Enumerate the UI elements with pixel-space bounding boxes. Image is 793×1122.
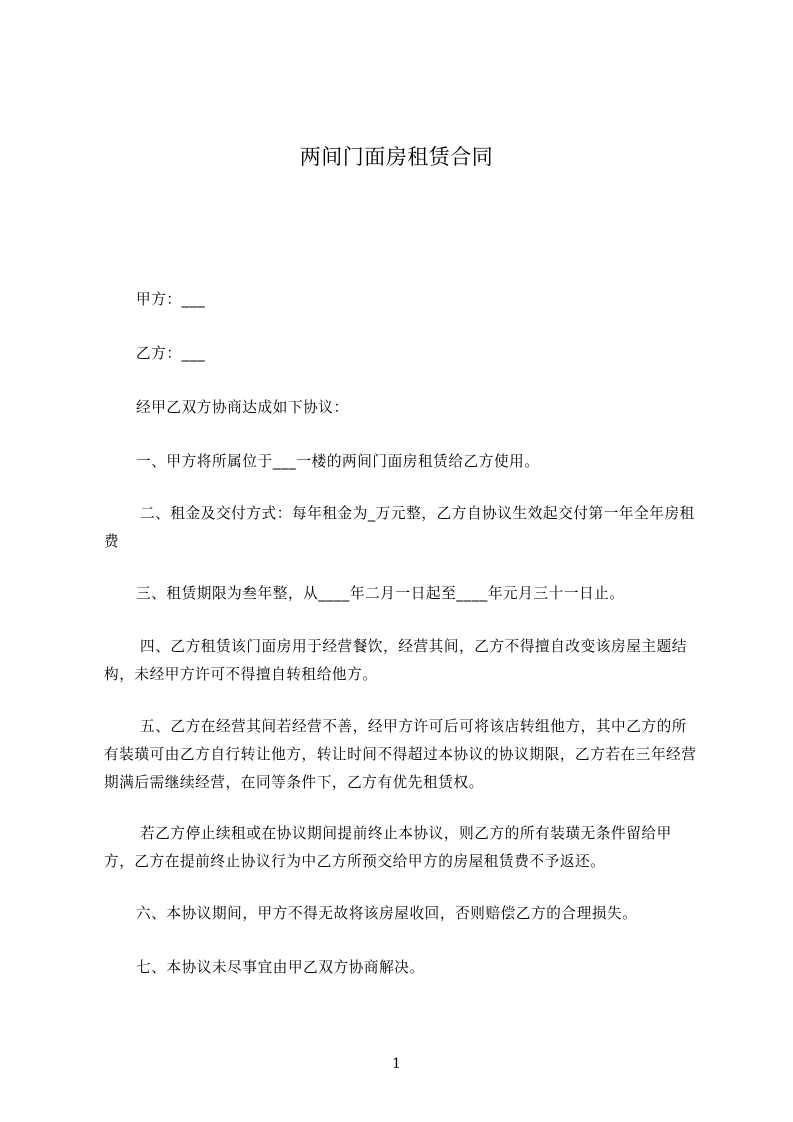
party-b-line: 乙方：___ (136, 345, 206, 362)
clause-1: 一、甲方将所属位于___一楼的两间门面房租赁给乙方使用。 (136, 453, 540, 470)
agreement-intro: 经甲乙双方协商达成如下协议： (136, 399, 349, 416)
party-a-line: 甲方：___ (136, 291, 206, 308)
document-title: 两间门面房租赁合同 (299, 145, 494, 169)
clause-5-supplement: 若乙方停止续租或在协议期间提前终止本协议，则乙方的所有装璜无条件留给甲方，乙方在提前终止协议行为中乙方所预交给甲方的房屋租赁费不予返还。 (104, 825, 672, 870)
clause-3: 三、租赁期限为叁年整，从____年二月一日起至____年元月三十一日止。 (136, 585, 625, 602)
page-number: 1 (392, 1056, 401, 1072)
clause-6: 六、本协议期间，甲方不得无故将该房屋收回，否则赔偿乙方的合理损失。 (136, 905, 638, 922)
clause-2: 二、租金及交付方式：每年租金为_万元整，乙方自协议生效起交付第一年全年房租费 (104, 505, 695, 550)
clause-4: 四、乙方租赁该门面房用于经营餐饮，经营其间，乙方不得擅自改变该房屋主题结构，未经甲方许可不得擅自转租给他方。 (104, 638, 687, 683)
clause-5: 五、乙方在经营其间若经营不善，经甲方许可后可将该店转组他方，其中乙方的所有装璜可由乙方自行转让他方，转让时间不得超过本协议的协议期限，乙方若在三年经营期满后需继续经营，在同等条件下，乙方有优先租赁权。 (104, 718, 697, 791)
clause-7: 七、本协议未尽事宜由甲乙双方协商解决。 (136, 959, 425, 976)
